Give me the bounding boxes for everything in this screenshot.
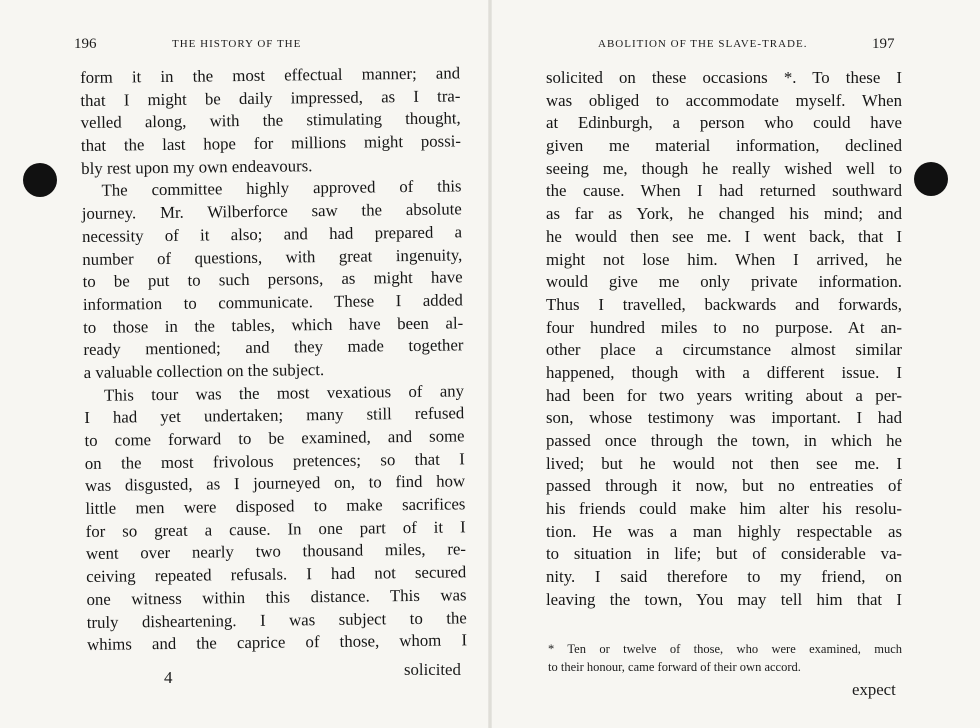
left-page-number: 196 (74, 36, 97, 52)
text-line: he would then see me. I went back, that I (546, 226, 902, 246)
text-line: seeing me, though he really wished well to (546, 158, 902, 178)
binding-hole-left (23, 163, 57, 197)
text-line: nity. I said therefore to my friend, on (546, 567, 902, 587)
book-gutter (488, 0, 492, 728)
text-line: to those in the tables, which have been al- (83, 312, 464, 337)
text-line: number of questions, with great ingenuity, (82, 244, 463, 269)
text-line: tion. He was a man highly respectable as (546, 521, 902, 541)
text-line: The committee highly approved of this (101, 176, 462, 201)
text-line: I had yet undertaken; many still refused (84, 403, 465, 428)
text-line: for so great a cause. In one part of it I (85, 517, 466, 541)
left-page-body (80, 62, 467, 656)
text-line: son, whose testimony was important. I had (546, 408, 902, 428)
text-line: that the last hope for millions might possi- (80, 131, 462, 156)
text-line: ready mentioned; and they made together (83, 335, 464, 360)
text-line: would give me only private information. (546, 272, 902, 292)
footnote (548, 640, 902, 676)
text-line: other place a circumstance almost similar (546, 340, 902, 360)
right-catchword: expect (852, 680, 896, 699)
text-line: ceiving repeated refusals. I had not secured (86, 562, 467, 587)
text-line: leaving the town, You may tell him that I (546, 589, 902, 609)
text-line: truly disheartening. I was subject to the (86, 607, 467, 632)
text-line: whims and the caprice of those, whom I (86, 630, 468, 655)
text-line: little men were disposed to make sacrifices (85, 494, 466, 519)
text-line: on the most frivolous pretences; so that I (84, 449, 465, 473)
text-line: This tour was the most vexatious of any (103, 380, 465, 405)
text-line: the cause. When I had returned southward (546, 181, 902, 201)
text-line: information to communicate. These I added (82, 290, 463, 314)
text-line: went over nearly two thousand miles, re- (85, 539, 467, 564)
binding-hole-right (914, 162, 948, 196)
text-line: journey. Mr. Wilberforce saw the absolute (81, 199, 462, 224)
text-line: form it in the most effectual manner; and (80, 63, 461, 87)
text-line: to be put to such persons, as might have (82, 267, 463, 292)
text-line: necessity of it also; and had prepared a (81, 222, 463, 246)
text-line: one witness within this distance. This was (86, 585, 467, 609)
text-line: velled along, with the stimulating thought, (80, 108, 461, 133)
text-line: given me material information, declined (546, 136, 902, 156)
signature-mark: 4 (164, 668, 173, 687)
text-line: solicited on these occasions *. To these I (546, 68, 902, 87)
right-running-head: ABOLITION OF THE SLAVE-TRADE. (598, 38, 808, 50)
text-line: passed through it now, but no entreaties of (546, 476, 902, 496)
text-line: that I might be daily impressed, as I tra- (80, 86, 461, 110)
text-line: at Edinburgh, a person who could have (546, 113, 902, 133)
text-line: to situation in life; but of considerable va- (546, 544, 902, 564)
text-line: lived; but he would not then see me. I (546, 453, 902, 473)
text-line: as far as York, he changed his mind; and (546, 204, 902, 224)
text-line: Thus I travelled, backwards and forwards, (546, 294, 902, 314)
left-catchword: solicited (404, 660, 461, 679)
text-line: might not lose him. When I arrived, he (546, 249, 902, 269)
text-line: passed once through the town, in which he (546, 431, 902, 450)
text-line: four hundred miles to no purpose. At an- (546, 317, 902, 337)
text-line: happened, though with a different issue. I (546, 362, 902, 382)
text-line: his friends could make him alter his resolu- (546, 499, 902, 519)
text-line: a valuable collection on the subject. (83, 359, 325, 382)
text-line: was obliged to accommodate myself. When (546, 90, 902, 110)
right-page-number: 197 (872, 36, 895, 52)
text-line: to come forward to be examined, and some (84, 426, 465, 450)
text-line: had been for two years writing about a per- (546, 385, 902, 405)
left-running-head: THE HISTORY OF THE (172, 38, 302, 50)
text-line: bly rest upon my own endeavours. (81, 155, 313, 178)
text-line: was disgusted, as I journeyed on, to find how (85, 471, 466, 496)
footnote-line: to their honour, came forward of their own accord. (548, 660, 801, 674)
footnote-line: * Ten or twelve of those, who were examined, much (548, 642, 902, 656)
right-page-body (546, 67, 902, 612)
